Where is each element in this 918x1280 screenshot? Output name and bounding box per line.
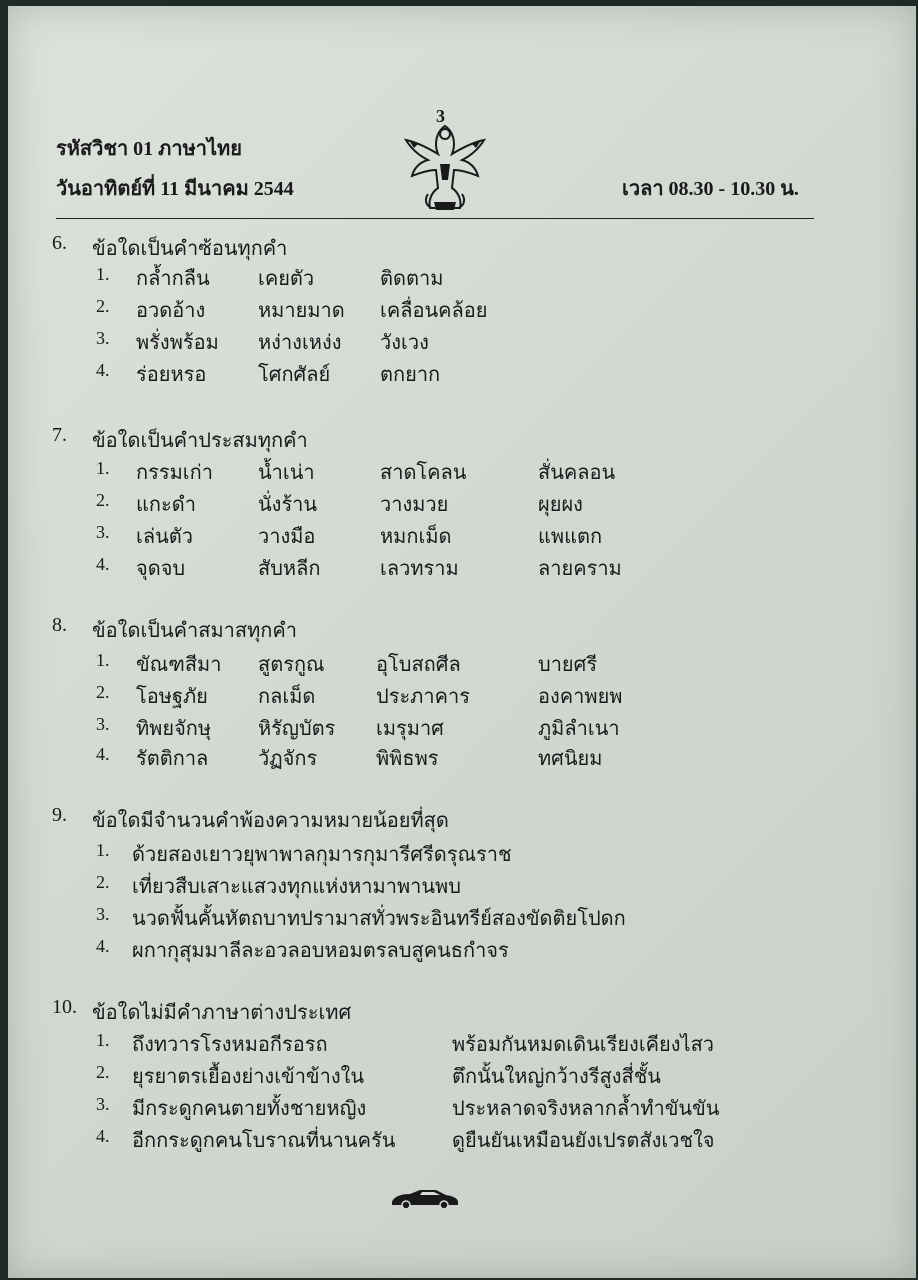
header-divider — [56, 218, 814, 219]
q7-option-2-word-2: นั่งร้าน — [258, 494, 318, 516]
q6-option-2-word-3: เคลื่อนคล้อย — [380, 300, 488, 322]
q6-option-2-word-2: หมายมาด — [258, 300, 345, 322]
q8-option-4-word-2: วัฏจักร — [258, 748, 318, 770]
question-8-text: ข้อใดเป็นคำสมาสทุกคำ — [92, 620, 297, 642]
q10-option-4-line-1: อีกกระดูกคนโบราณที่นานครัน — [132, 1130, 396, 1152]
q10-option-1-number: 1. — [96, 1030, 110, 1050]
q7-option-1-word-3: สาดโคลน — [380, 462, 467, 484]
q7-option-3-word-1: เล่นตัว — [136, 526, 193, 548]
q10-option-1-line-2: พร้อมกันหมดเดินเรียงเคียงไสว — [452, 1034, 715, 1056]
q6-option-3-word-2: หง่างเหง่ง — [258, 332, 342, 354]
exam-date: วันอาทิตย์ที่ 11 มีนาคม 2544 — [56, 178, 294, 200]
q8-option-1-number: 1. — [96, 650, 110, 670]
q9-option-1-number: 1. — [96, 840, 110, 860]
q6-option-1-word-2: เคยตัว — [258, 268, 315, 290]
question-6-text: ข้อใดเป็นคำซ้อนทุกคำ — [92, 238, 288, 260]
q8-option-2-number: 2. — [96, 682, 110, 702]
q9-option-3-number: 3. — [96, 904, 110, 924]
q10-option-2-line-2: ตึกนั้นใหญ่กว้างรีสูงสี่ชั้น — [452, 1066, 661, 1088]
q7-option-1-number: 1. — [96, 458, 110, 478]
q10-option-3-line-1: มีกระดูกคนตายทั้งชายหญิง — [132, 1098, 367, 1120]
q9-option-2-text: เที่ยวสืบเสาะแสวงทุกแห่งหามาพานพบ — [132, 876, 461, 898]
question-9-number: 9. — [52, 804, 67, 826]
car-icon — [390, 1186, 460, 1210]
q7-option-4-word-3: เลวทราม — [380, 558, 459, 580]
page-number: 3 — [436, 106, 445, 126]
question-8-number: 8. — [52, 614, 67, 636]
q10-option-3-line-2: ประหลาดจริงหลากล้ำทำขันขัน — [452, 1098, 720, 1120]
q6-option-2-word-1: อวดอ้าง — [136, 300, 206, 322]
q8-option-4-number: 4. — [96, 744, 110, 764]
q8-option-1-word-4: บายศรี — [538, 654, 598, 676]
q6-option-3-number: 3. — [96, 328, 110, 348]
q7-option-4-number: 4. — [96, 554, 110, 574]
q8-option-2-word-1: โอษฐภัย — [136, 686, 208, 708]
q6-option-1-word-1: กล้ำกลืน — [136, 268, 210, 290]
garuda-emblem-icon — [398, 104, 492, 214]
q8-option-3-number: 3. — [96, 714, 110, 734]
q6-option-4-number: 4. — [96, 360, 110, 380]
q9-option-4-number: 4. — [96, 936, 110, 956]
q6-option-4-word-1: ร่อยหรอ — [136, 364, 207, 386]
q7-option-4-word-2: สับหลีก — [258, 558, 321, 580]
q7-option-2-word-4: ผุยผง — [538, 494, 583, 516]
question-10-text: ข้อใดไม่มีคำภาษาต่างประเทศ — [92, 1002, 352, 1024]
q6-option-3-word-1: พรั่งพร้อม — [136, 332, 219, 354]
q7-option-3-word-4: แพแตก — [538, 526, 603, 548]
q8-option-1-word-1: ขัณฑสีมา — [136, 654, 222, 676]
subject-code: รหัสวิชา 01 ภาษาไทย — [56, 138, 242, 160]
q7-option-2-number: 2. — [96, 490, 110, 510]
q7-option-4-word-4: ลายคราม — [538, 558, 622, 580]
q8-option-3-word-3: เมรุมาศ — [376, 718, 444, 740]
q7-option-3-word-3: หมกเม็ด — [380, 526, 452, 548]
q6-option-2-number: 2. — [96, 296, 110, 316]
q7-option-3-number: 3. — [96, 522, 110, 542]
q6-option-4-word-3: ตกยาก — [380, 364, 441, 386]
q8-option-3-word-2: หิรัญบัตร — [258, 718, 336, 740]
q10-option-3-number: 3. — [96, 1094, 110, 1114]
q7-option-1-word-1: กรรมเก่า — [136, 462, 213, 484]
q8-option-3-word-4: ภูมิลำเนา — [538, 718, 620, 740]
q8-option-4-word-1: รัตติกาล — [136, 748, 209, 770]
q10-option-4-line-2: ดูยืนยันเหมือนยังเปรตสังเวชใจ — [452, 1130, 715, 1152]
q9-option-2-number: 2. — [96, 872, 110, 892]
question-9-text: ข้อใดมีจำนวนคำพ้องความหมายน้อยที่สุด — [92, 810, 449, 832]
q7-option-3-word-2: วางมือ — [258, 526, 316, 548]
q8-option-2-word-2: กลเม็ด — [258, 686, 316, 708]
exam-time: เวลา 08.30 - 10.30 น. — [622, 178, 799, 200]
q8-option-4-word-3: พิพิธพร — [376, 748, 439, 770]
q10-option-1-line-1: ถึงทวารโรงหมอกีรอรถ — [132, 1034, 328, 1056]
question-6-number: 6. — [52, 232, 67, 254]
question-7-number: 7. — [52, 424, 67, 446]
q10-option-2-number: 2. — [96, 1062, 110, 1082]
q8-option-1-word-3: อุโบสถศีล — [376, 654, 461, 676]
q6-option-1-word-3: ติดตาม — [380, 268, 444, 290]
q7-option-4-word-1: จุดจบ — [136, 558, 186, 580]
q8-option-2-word-3: ประภาคาร — [376, 686, 470, 708]
q8-option-2-word-4: องคาพยพ — [538, 686, 623, 708]
q7-option-2-word-3: วางมวย — [380, 494, 449, 516]
q9-option-1-text: ด้วยสองเยาวยุพาพาลกุมารกุมารีศรีดรุณราช — [132, 844, 512, 866]
q10-option-2-line-1: ยุรยาตรเยื้องย่างเข้าข้างใน — [132, 1066, 365, 1088]
q7-option-1-word-2: น้ำเน่า — [258, 462, 315, 484]
q7-option-1-word-4: สั่นคลอน — [538, 462, 616, 484]
q8-option-4-word-4: ทศนิยม — [538, 748, 603, 770]
question-7-text: ข้อใดเป็นคำประสมทุกคำ — [92, 430, 308, 452]
q8-option-3-word-1: ทิพยจักษุ — [136, 718, 212, 740]
q6-option-1-number: 1. — [96, 264, 110, 284]
question-10-number: 10. — [52, 996, 77, 1018]
q6-option-3-word-3: วังเวง — [380, 332, 429, 354]
q7-option-2-word-1: แกะดำ — [136, 494, 196, 516]
q10-option-4-number: 4. — [96, 1126, 110, 1146]
q8-option-1-word-2: สูตรกูณ — [258, 654, 325, 676]
q9-option-3-text: นวดฟั้นคั้นหัตถบาทปรามาสทั่วพระอินทรีย์สองขัดติยโปดก — [132, 908, 626, 930]
q6-option-4-word-2: โศกศัลย์ — [258, 364, 331, 386]
q9-option-4-text: ผกากุสุมมาลีละอวลอบหอมตรลบสูคนธกำจร — [132, 940, 509, 962]
